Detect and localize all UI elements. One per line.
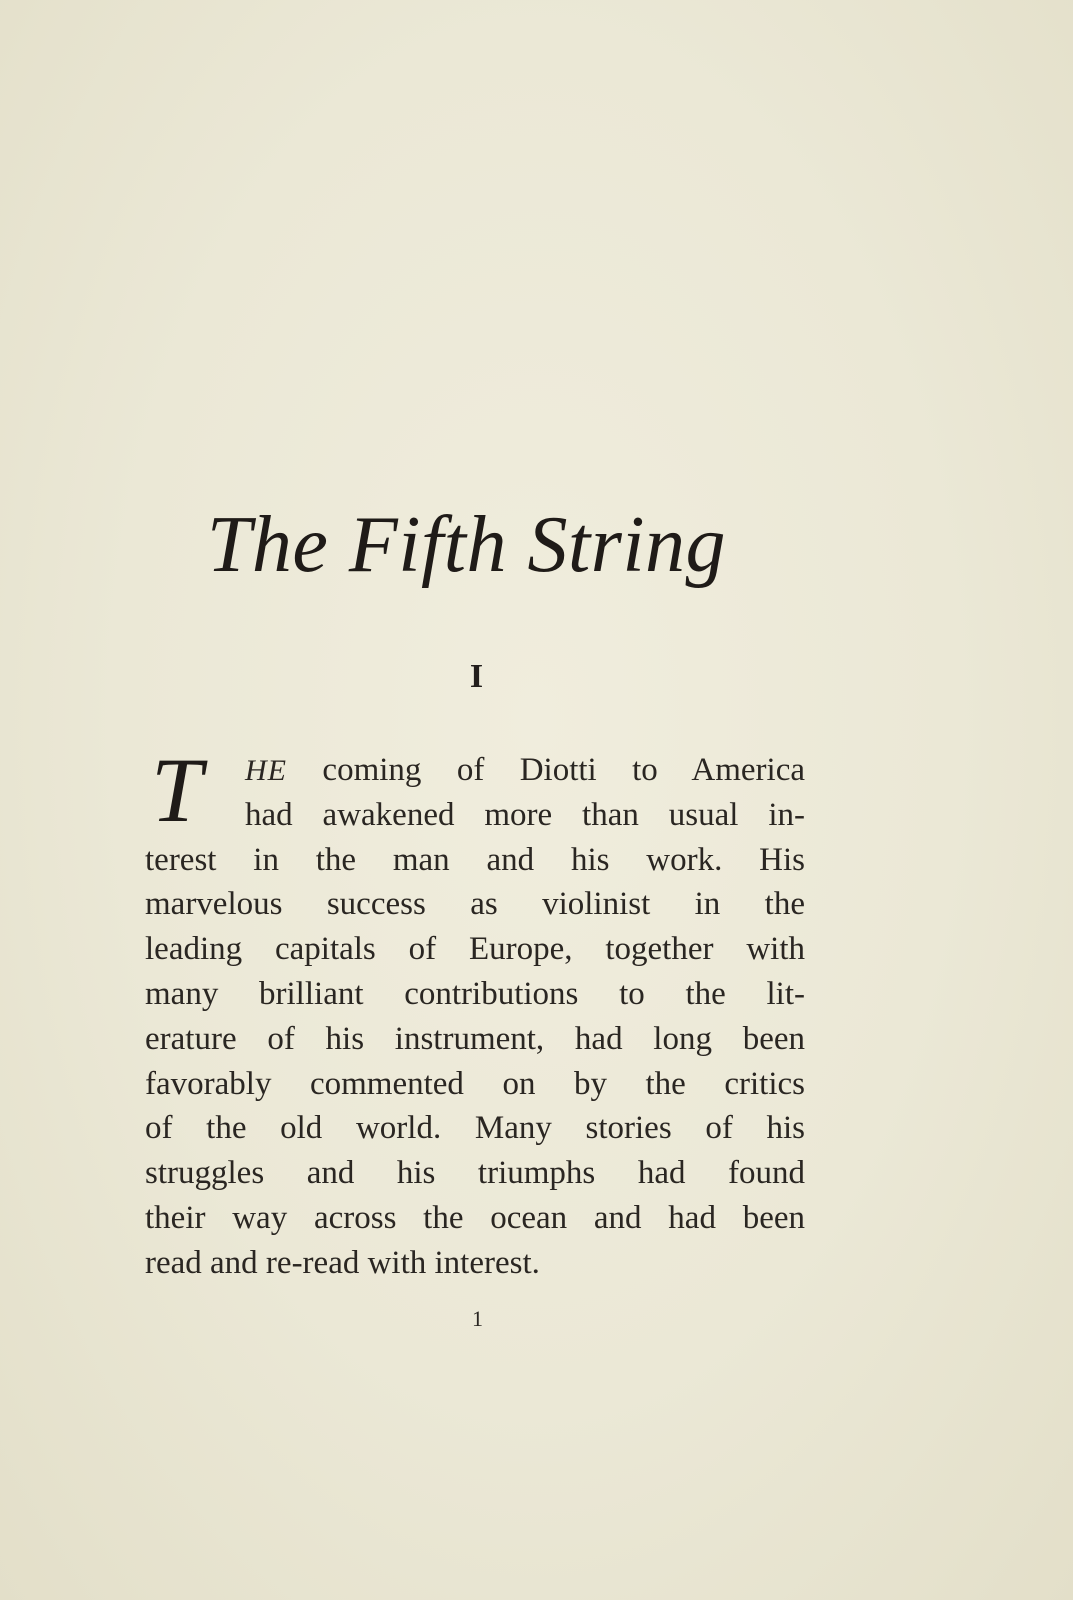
- text-line-2: had awakened more than usual in-: [245, 796, 805, 833]
- drop-cap: T: [151, 739, 203, 841]
- page-number: 1: [472, 1306, 483, 1331]
- text-line-3: terest in the man and his work. His: [145, 841, 805, 878]
- text-line-6: many brilliant contributions to the lit-: [145, 975, 805, 1012]
- line-text: coming of Diotti to America: [322, 752, 805, 788]
- first-word-caps: HE: [245, 754, 287, 787]
- body-text: [145, 739, 805, 1286]
- book-title: The Fifth String: [206, 501, 727, 589]
- text-line-4: marvelous success as violinist in the: [145, 886, 805, 923]
- chapter-number: I: [469, 658, 484, 695]
- text-line-5: leading capitals of Europe, together with: [145, 931, 805, 968]
- text-line-10: struggles and his triumphs had found: [145, 1155, 805, 1192]
- text-line-8: favorably commented on by the critics: [145, 1065, 805, 1102]
- text-line-12: read and re-read with interest.: [145, 1244, 540, 1281]
- text-line-11: their way across the ocean and had been: [145, 1199, 805, 1236]
- text-line-7: erature of his instrument, had long been: [145, 1020, 805, 1057]
- text-line-9: of the old world. Many stories of his: [145, 1110, 805, 1147]
